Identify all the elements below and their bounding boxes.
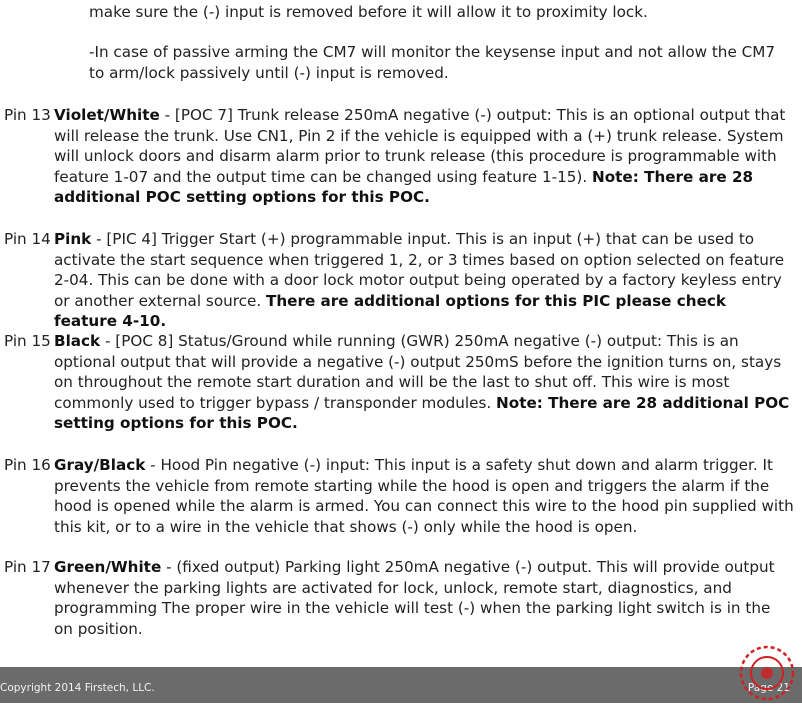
copyright-text: Copyright 2014 Firstech, LLC. xyxy=(0,682,155,694)
intro-line-1: make sure the (-) input is removed before it will allow it to proximity lock. xyxy=(89,3,648,21)
pin-16-entry xyxy=(4,455,794,537)
pin-note: There are additional options for this PIC please check feature 4-10. xyxy=(54,291,726,330)
pin-description: - Hood Pin negative (-) input: This input is a safety shut down and alarm trigger. It prevents the vehicle from remote starting while the hood is open and triggers the alarm if the hood is opened while the alarm is armed. You can connect this wire to the hood pin supplied with this kit, or to a wire in the vehicle that shows (-) only while the hood is open. xyxy=(54,456,794,536)
wire-color: Black xyxy=(54,332,101,350)
pin-note: Note: There are 28 additional POC setting options for this POC. xyxy=(54,393,790,432)
pin-17-entry xyxy=(4,557,794,639)
pin-number: Pin 15 xyxy=(4,332,51,350)
pin-note: Note: There are 28 additional POC setting options for this POC. xyxy=(54,167,754,206)
pin-14-entry xyxy=(4,229,794,332)
watermark-stamp-icon xyxy=(738,644,796,702)
intro-line-2: -In case of passive arming the CM7 will monitor the keysense input and not allow the CM7 to arm/lock passively until (-) input is removed. xyxy=(89,43,775,82)
pin-number: Pin 16 xyxy=(4,456,51,474)
wire-color: Gray/Black xyxy=(54,456,146,474)
wire-color: Pink xyxy=(54,230,92,248)
pin-number: Pin 14 xyxy=(4,230,51,248)
pin-description: - (fixed output) Parking light 250mA negative (-) output. This will provide output whenever the parking lights are activated for lock, unlock, remote start, diagnostics, and programming The proper wire in the vehicle will test (-) when the parking light switch is in the on position. xyxy=(54,558,775,638)
pin-number: Pin 17 xyxy=(4,558,51,576)
wire-color: Violet/White xyxy=(54,106,160,124)
page-number: Page 21 xyxy=(747,682,790,694)
pin-13-entry xyxy=(4,105,794,208)
pin-number: Pin 13 xyxy=(4,106,51,124)
wire-color: Green/White xyxy=(54,558,162,576)
pin-description: - [POC 7] Trunk release 250mA negative (-) output: This is an optional output that will release the trunk. Use CN1, Pin 2 if the vehicle is equipped with a (+) trunk release. System will unlock doors and disarm alarm prior to trunk release (this procedure is programmable with feature 1-07 and the output time can be changed using feature 1-15). xyxy=(54,106,786,186)
page-footer xyxy=(0,667,802,703)
pin-description: - [POC 8] Status/Ground while running (GWR) 250mA negative (-) output: This is an optional output that will provide a negative (-) output 250mS before the ignition turns on, stays on throughout the remote start duration and will be the last to shut off. This wire is most commonly used to trigger bypass / transponder modules. xyxy=(54,332,782,412)
pin-description: - [PIC 4] Trigger Start (+) programmable input. This is an input (+) that can be used to activate the start sequence when triggered 1, 2, or 3 times based on option selected on feature 2-04. This can be done with a door lock motor output being operated by a factory keyless entry or another external source. xyxy=(54,230,785,310)
pin-15-entry xyxy=(4,331,794,434)
